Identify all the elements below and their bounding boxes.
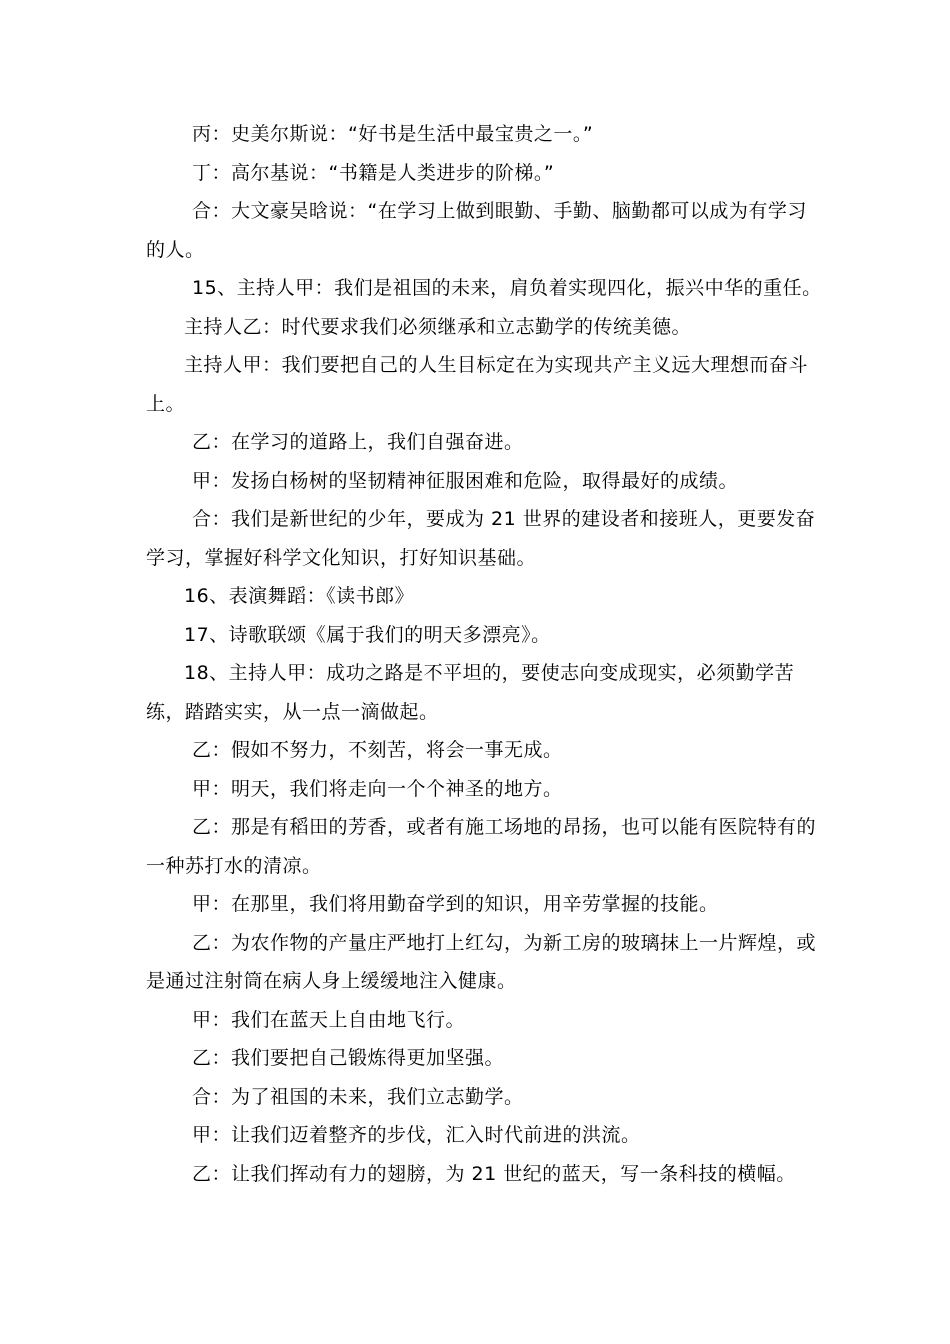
paragraph-1: 丙：史美尔斯说：“好书是生活中最宝贵之一。” [192, 123, 594, 145]
paragraph-15: 乙：那是有稻田的芳香，或者有施工场地的昂扬，也可以能有医院特有的一种苏打水的清凉。 [146, 816, 817, 877]
paragraph-20: 合：为了祖国的未来，我们立志勤学。 [192, 1085, 524, 1108]
paragraph-8: 甲：发扬白杨树的坚韧精神征服困难和危险，取得最好的成绩。 [192, 469, 739, 492]
paragraph-3: 合：大文豪吴晗说：“在学习上做到眼勤、手勤、脑勤都可以成为有学习的人。 [146, 200, 807, 261]
paragraph-17: 乙：为农作物的产量庄严地打上红勾，为新工房的玻璃抹上一片辉煌，或是通过注射筒在病人身上缓缓地注入健康。 [146, 931, 817, 992]
paragraph-7: 乙：在学习的道路上，我们自强奋进。 [192, 431, 524, 453]
paragraph-22: 乙：让我们挥动有力的翅膀，为 21 世纪的蓝天，写一条科技的横幅。 [192, 1162, 796, 1185]
paragraph-21: 甲：让我们迈着整齐的步伐，汇入时代前进的洪流。 [192, 1124, 641, 1146]
paragraph-18: 甲：我们在蓝天上自由地飞行。 [192, 1008, 466, 1031]
paragraph-6: 主持人甲：我们要把自己的人生目标定在为实现共产主义远大理想而奋斗上。 [146, 354, 809, 415]
paragraph-16: 甲：在那里，我们将用勤奋学到的知识，用辛劳掌握的技能。 [192, 893, 719, 915]
paragraph-13: 乙：假如不努力，不刻苦，将会一事无成。 [192, 739, 563, 761]
paragraph-14: 甲：明天，我们将走向一个个神圣的地方。 [192, 777, 563, 800]
paragraph-12: 18、主持人甲：成功之路是不平坦的，要使志向变成现实，必须勤学苦练，踏踏实实，从一点一滴做起。 [146, 662, 795, 723]
paragraph-19: 乙：我们要把自己锻炼得更加坚强。 [192, 1047, 505, 1069]
paragraph-9: 合：我们是新世纪的少年，要成为 21 世界的建设者和接班人，更要发奋学习，掌握好科学文化知识，打好知识基础。 [146, 508, 816, 569]
paragraph-4: 15、主持人甲：我们是祖国的未来，肩负着实现四化，振兴中华的重任。 [192, 277, 822, 299]
paragraph-2: 丁：高尔基说：“书籍是人类进步的阶梯。” [192, 161, 555, 184]
paragraph-5: 主持人乙：时代要求我们必须继承和立志勤学的传统美德。 [184, 315, 692, 338]
paragraph-10: 16、表演舞蹈：《读书郎》 [184, 585, 415, 607]
paragraph-11: 17、诗歌联颂《属于我们的明天多漂亮》。 [184, 623, 551, 646]
document-body [146, 115, 826, 1193]
